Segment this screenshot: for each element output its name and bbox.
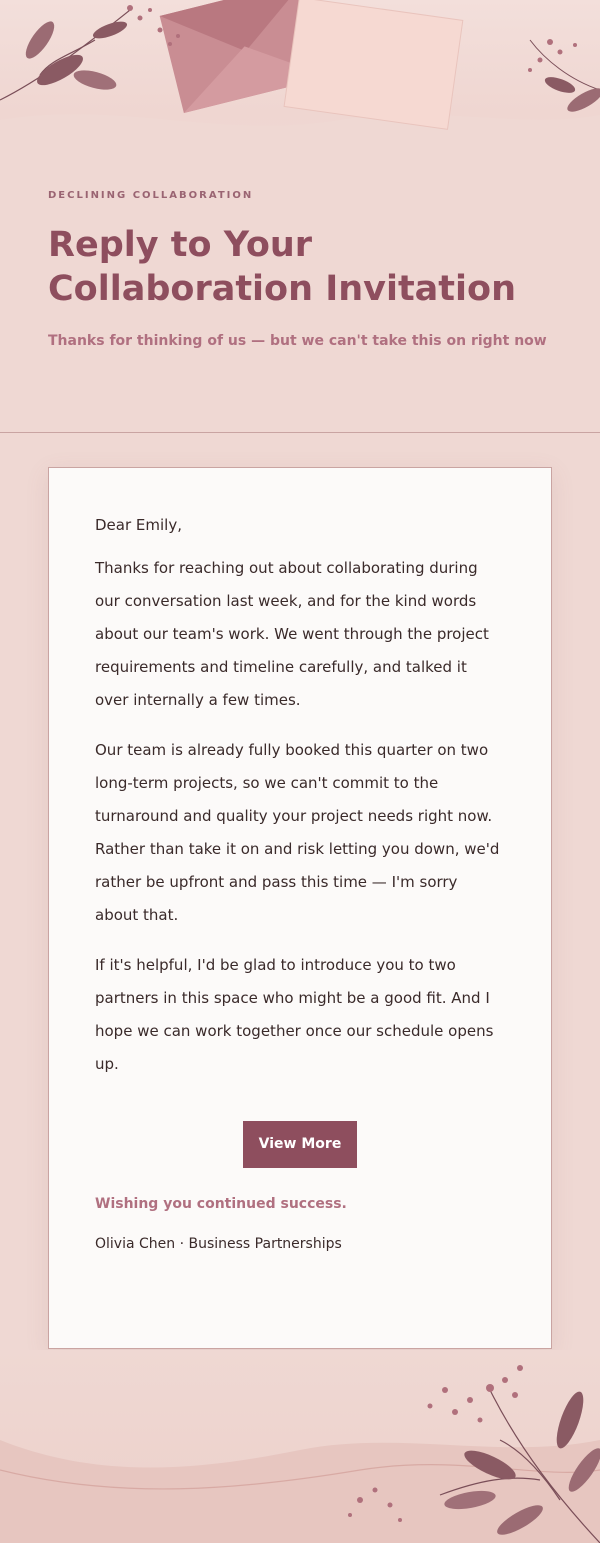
floral-illustration xyxy=(0,1350,600,1543)
page-title: Reply to Your Collaboration Invitation xyxy=(48,225,516,309)
letter-greeting: Dear Emily, xyxy=(95,516,182,534)
envelope-floral-illustration xyxy=(0,0,600,160)
header-illustration xyxy=(0,0,600,160)
letter-closing: Wishing you continued success. xyxy=(95,1196,347,1212)
letter-card xyxy=(48,467,552,1349)
eyebrow-label: DECLINING COLLABORATION xyxy=(48,190,254,201)
button-container xyxy=(95,1121,505,1168)
letter-signature: Olivia Chen · Business Partnerships xyxy=(95,1236,342,1252)
letter-paragraph: If it's helpful, I'd be glad to introduce you to two partners in this space who might be a good fit. And I hope we can work together once our schedule opens up. xyxy=(95,956,494,1073)
footer-illustration xyxy=(0,1350,600,1543)
letter-paragraph: Thanks for reaching out about collaborating during our conversation last week, and for the kind words about our team's work. We went through the project requirements and timeline carefully, and talked it over internally a few times. xyxy=(95,559,489,709)
view-more-button[interactable]: View More xyxy=(243,1121,357,1168)
page-header xyxy=(48,190,568,349)
section-divider xyxy=(0,432,600,433)
letter-paragraph: Our team is already fully booked this quarter on two long-term projects, so we can't commit to the turnaround and quality your project needs right now. Rather than take it on and risk letting you down, we'd rather be upfront and pass this time — I'm sorry about that. xyxy=(95,741,500,924)
page-subtitle: Thanks for thinking of us — but we can't take this on right now xyxy=(48,333,547,349)
